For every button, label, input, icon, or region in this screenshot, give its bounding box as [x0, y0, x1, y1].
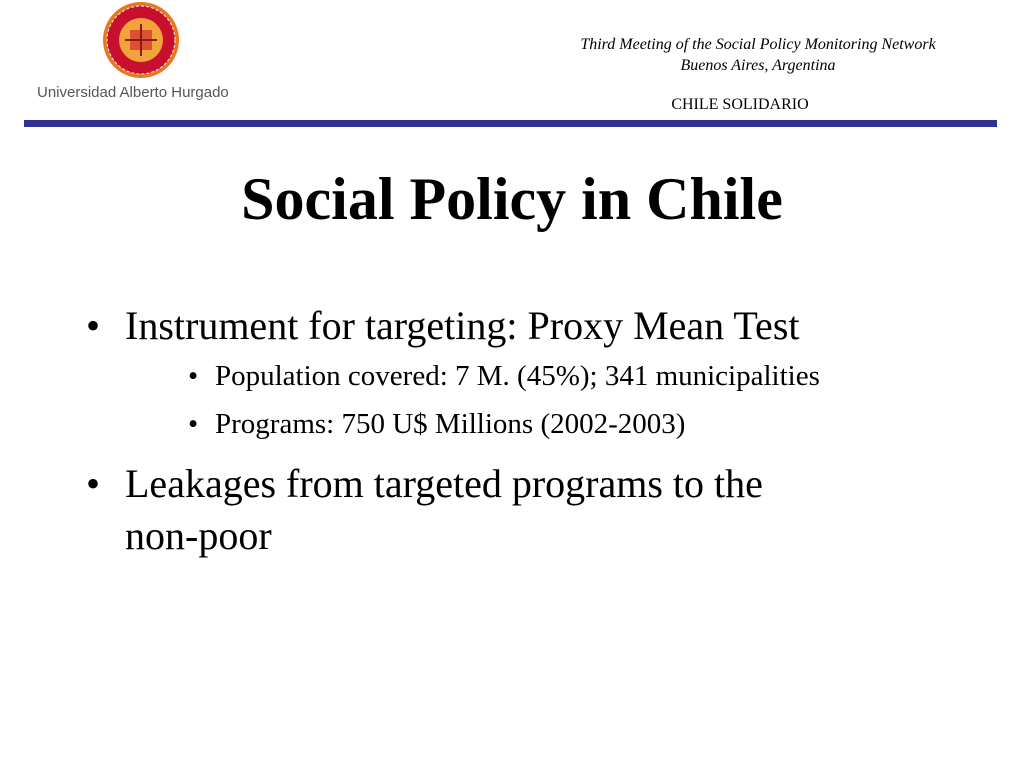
sub-bullet-text: Programs: 750 U$ Millions (2002-2003)	[215, 408, 686, 440]
bullet-text: Leakages from targeted programs to the	[125, 461, 763, 506]
organization-name: Universidad Alberto Hurgado	[37, 84, 229, 101]
university-seal-icon	[96, 0, 186, 80]
program-label: CHILE SOLIDARIO	[671, 96, 809, 113]
header-divider	[24, 120, 997, 127]
bullet-icon: •	[86, 303, 101, 348]
bullet-text-continued: non-poor	[125, 513, 272, 558]
sub-bullet-text: Population covered: 7 M. (45%); 341 municipalities	[215, 360, 820, 392]
bullet-icon: •	[188, 360, 199, 392]
bullet-item	[86, 300, 986, 352]
meeting-info	[480, 34, 1024, 76]
bullet-icon: •	[86, 461, 101, 506]
bullet-item	[86, 458, 986, 562]
sub-bullet-item	[188, 352, 986, 400]
meeting-title: Third Meeting of the Social Policy Monitoring Network	[580, 36, 936, 53]
bullet-text: Instrument for targeting: Proxy Mean Test	[125, 303, 800, 348]
bullet-list	[86, 300, 986, 562]
bullet-icon: •	[188, 408, 199, 440]
meeting-location: Buenos Aires, Argentina	[680, 57, 836, 74]
sub-bullet-item	[188, 400, 986, 448]
slide-title: Social Policy in Chile	[241, 166, 783, 232]
